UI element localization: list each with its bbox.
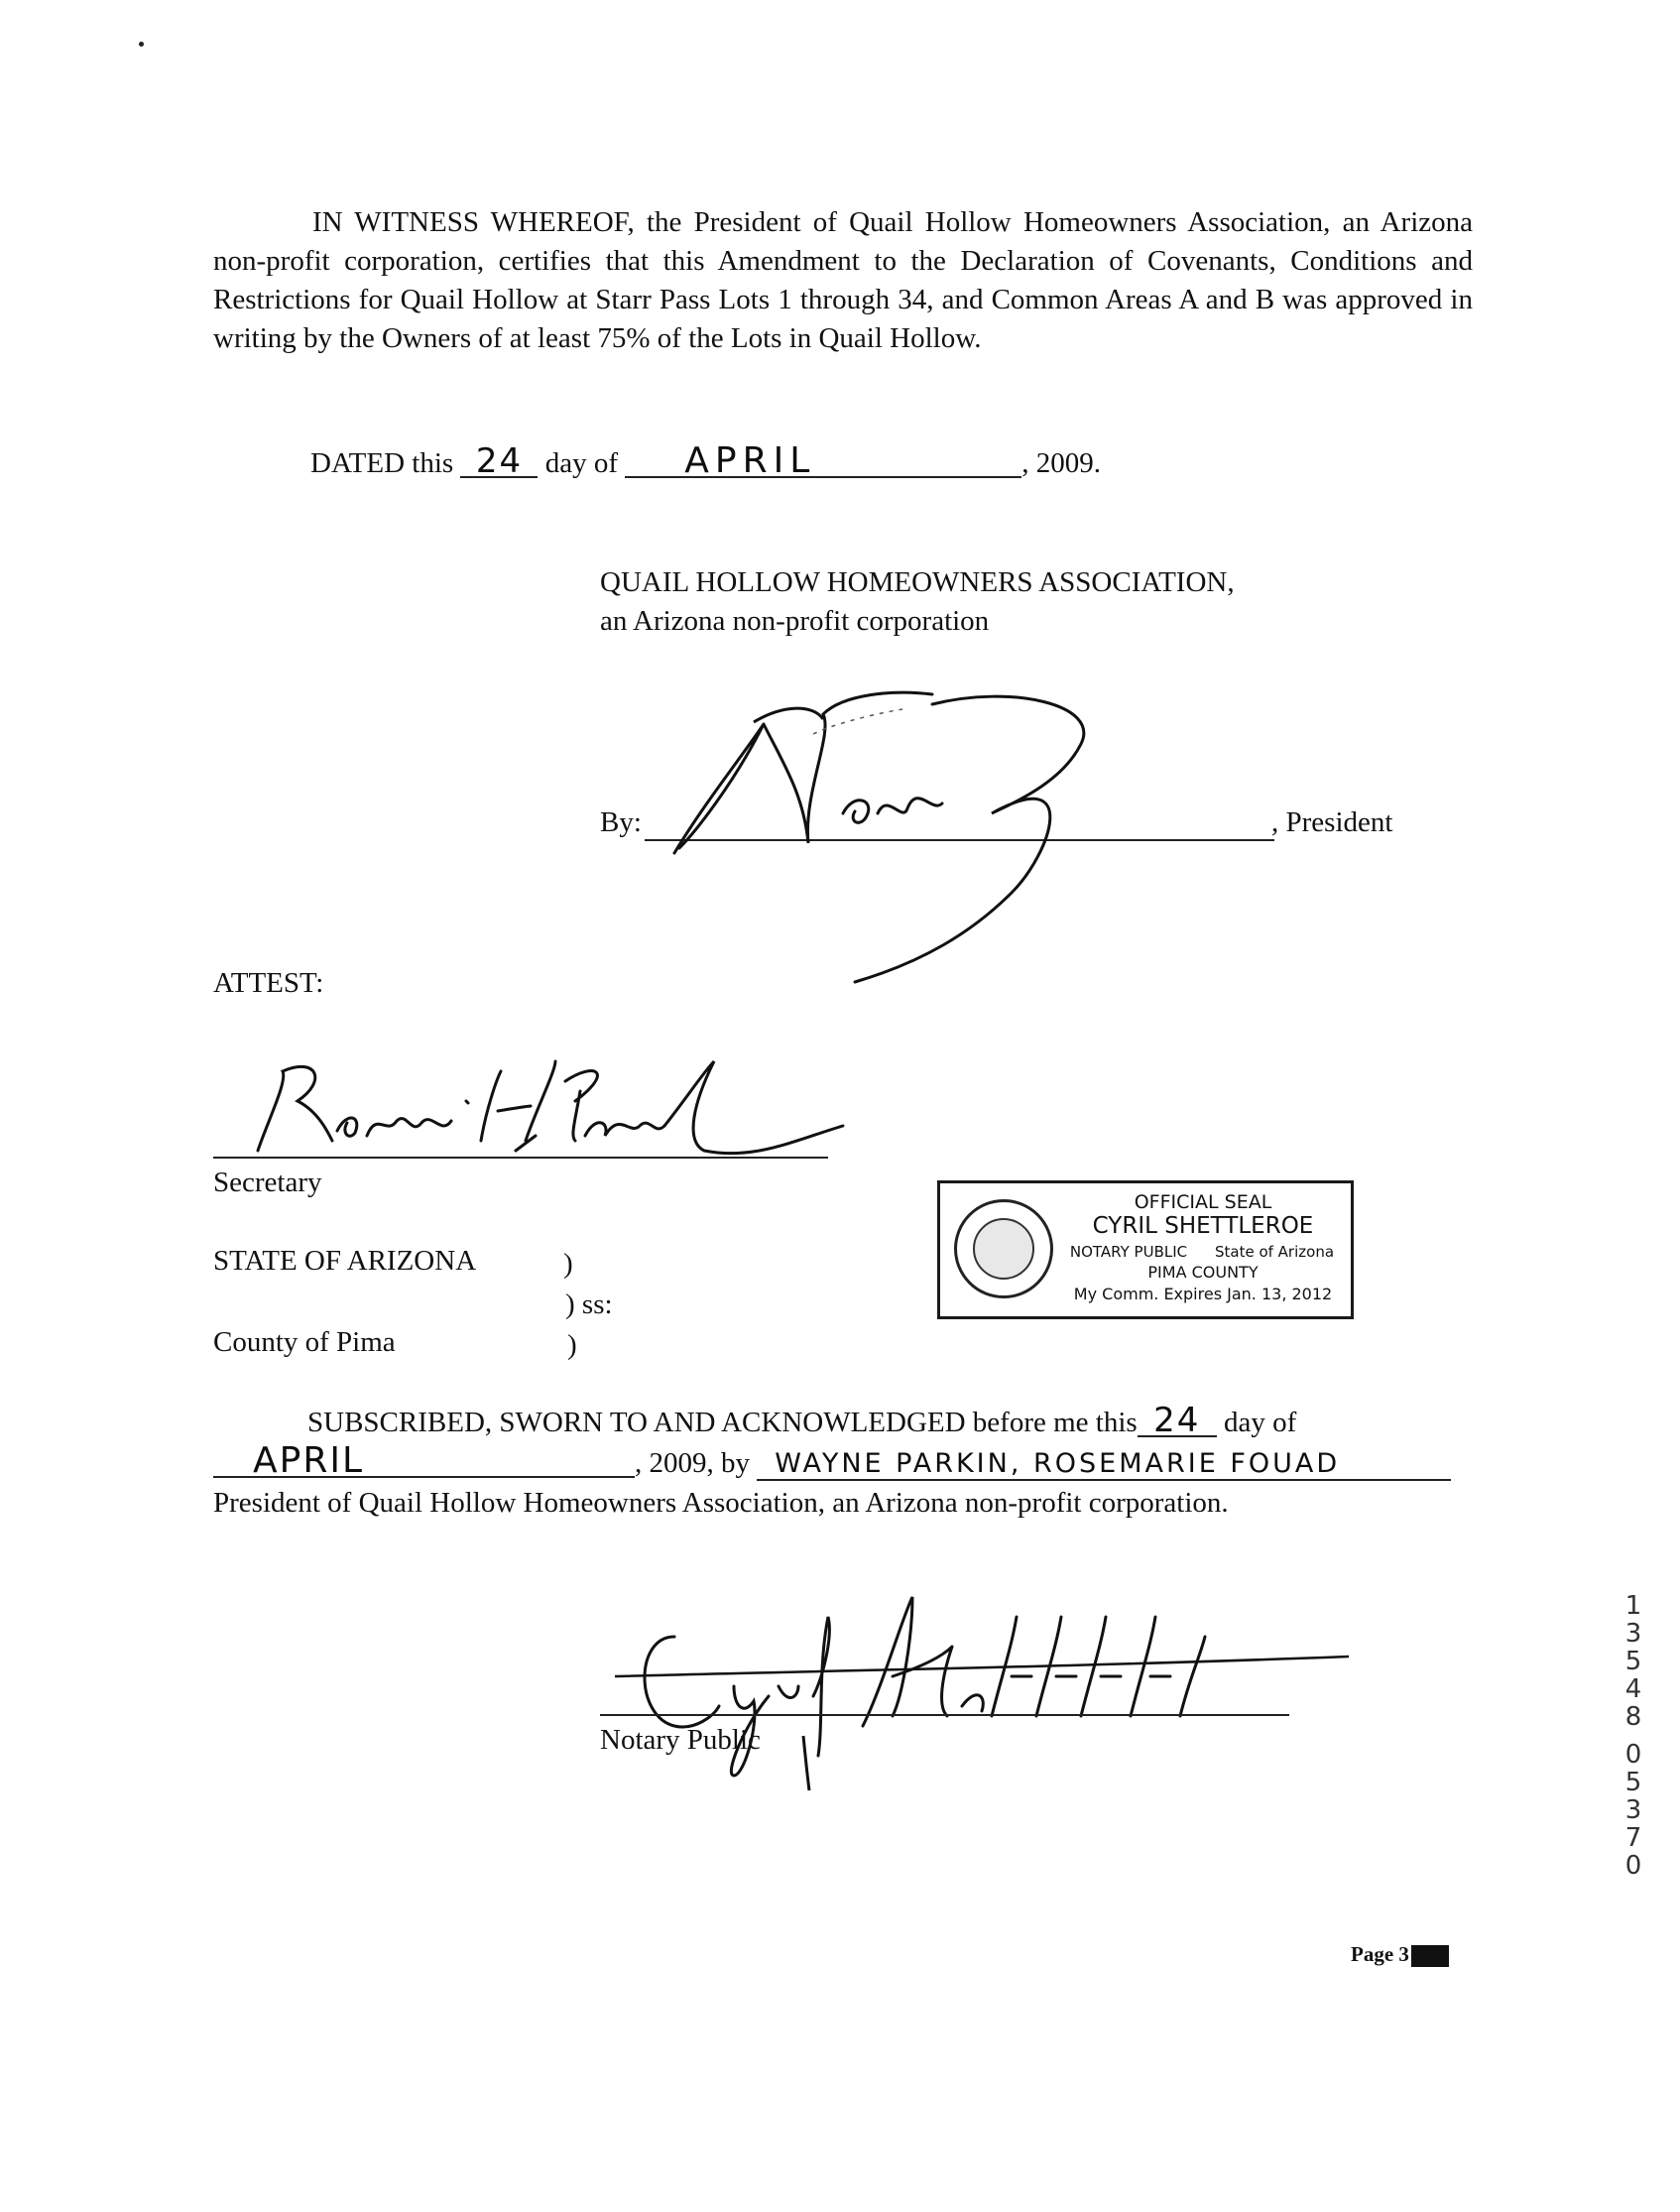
president-by-label: By: bbox=[600, 806, 642, 838]
page-label bbox=[1351, 1942, 1449, 1967]
president-signature bbox=[635, 665, 1111, 1002]
dated-line bbox=[310, 440, 1101, 483]
association-description: an Arizona non-profit corporation bbox=[600, 605, 990, 637]
acknowledgment-closing: President of Quail Hollow Homeowners Association, an Arizona non-profit corporation. bbox=[213, 1487, 1229, 1519]
president-title: , President bbox=[1271, 806, 1393, 838]
acknowledgment-year: , 2009, by bbox=[635, 1447, 750, 1479]
notary-signature-line bbox=[600, 1714, 1289, 1716]
notary-seal-stamp bbox=[937, 1180, 1354, 1319]
recording-number bbox=[1619, 1592, 1648, 1880]
seal-line-1: OFFICIAL SEAL bbox=[1134, 1191, 1272, 1213]
venue-county: County of Pima bbox=[213, 1326, 396, 1358]
seal-line-2: CYRIL SHETTLEROE bbox=[1092, 1213, 1314, 1239]
acknowledgment-line-2 bbox=[213, 1440, 1451, 1483]
witness-paragraph bbox=[213, 203, 1473, 358]
notary-signature bbox=[595, 1577, 1369, 1805]
secretary-signature bbox=[238, 1042, 853, 1170]
acknowledgment-names: WAYNE PARKIN, ROSEMARIE FOUAD bbox=[757, 1449, 1451, 1481]
recording-digit: 4 bbox=[1624, 1674, 1642, 1704]
seal-line-3-left: NOTARY PUBLIC bbox=[1069, 1243, 1188, 1261]
venue-state: STATE OF ARIZONA bbox=[213, 1245, 477, 1277]
secretary-title: Secretary bbox=[213, 1167, 322, 1198]
recording-digit: 1 bbox=[1624, 1591, 1642, 1621]
recording-digit: 7 bbox=[1624, 1823, 1642, 1853]
acknowledgment-day: 24 bbox=[1138, 1406, 1217, 1437]
recording-digit: 3 bbox=[1624, 1795, 1642, 1825]
venue-paren-3: ) bbox=[567, 1329, 577, 1361]
acknowledgment-prefix: SUBSCRIBED, SWORN TO AND ACKNOWLEDGED before me this bbox=[307, 1407, 1138, 1438]
recording-digit: 8 bbox=[1624, 1702, 1642, 1732]
scan-speck bbox=[139, 42, 144, 47]
acknowledgment-line-1 bbox=[307, 1401, 1297, 1442]
seal-line-3-right: State of Arizona bbox=[1214, 1243, 1335, 1261]
seal-emblem bbox=[973, 1218, 1034, 1280]
page-label-text: Page 3 bbox=[1351, 1942, 1409, 1966]
dated-month: APRIL bbox=[625, 446, 1021, 478]
association-block bbox=[600, 563, 1235, 641]
association-name: QUAIL HOLLOW HOMEOWNERS ASSOCIATION, bbox=[600, 566, 1235, 598]
redaction-mark bbox=[1411, 1945, 1449, 1967]
secretary-signature-line bbox=[213, 1157, 828, 1159]
venue-paren-1: ) bbox=[563, 1248, 573, 1280]
recording-digit: 0 bbox=[1624, 1851, 1642, 1881]
dated-prefix: DATED this bbox=[310, 447, 454, 479]
arizona-state-seal-icon bbox=[954, 1199, 1053, 1298]
dated-suffix: , 2009. bbox=[1021, 447, 1101, 479]
seal-line-4: PIMA COUNTY bbox=[1147, 1263, 1259, 1282]
recording-digit: 0 bbox=[1624, 1740, 1642, 1770]
acknowledgment-day-suffix: day of bbox=[1223, 1407, 1297, 1438]
dated-middle: day of bbox=[544, 447, 618, 479]
recording-digit: 3 bbox=[1624, 1619, 1642, 1649]
acknowledgment-month: APRIL bbox=[213, 1446, 635, 1478]
witness-paragraph-text: IN WITNESS WHEREOF, the President of Quail Hollow Homeowners Association, an Arizona non-profit corporation, certifies that this Amendment to the Declaration of Covenants, Conditions and Restrictions for Quail Hollow at Starr Pass Lots 1 through 34, and Common Areas A and B was approved in writing by the Owners of at least 75% of the Lots in Quail Hollow. bbox=[213, 206, 1473, 354]
notary-label: Notary Public bbox=[600, 1724, 761, 1756]
dated-day: 24 bbox=[460, 446, 538, 478]
recording-digit: 5 bbox=[1624, 1647, 1642, 1676]
recording-digit: 5 bbox=[1624, 1768, 1642, 1797]
venue-ss: ) ss: bbox=[565, 1289, 613, 1320]
attest-label: ATTEST: bbox=[213, 967, 324, 999]
seal-line-5: My Comm. Expires Jan. 13, 2012 bbox=[1073, 1285, 1333, 1303]
